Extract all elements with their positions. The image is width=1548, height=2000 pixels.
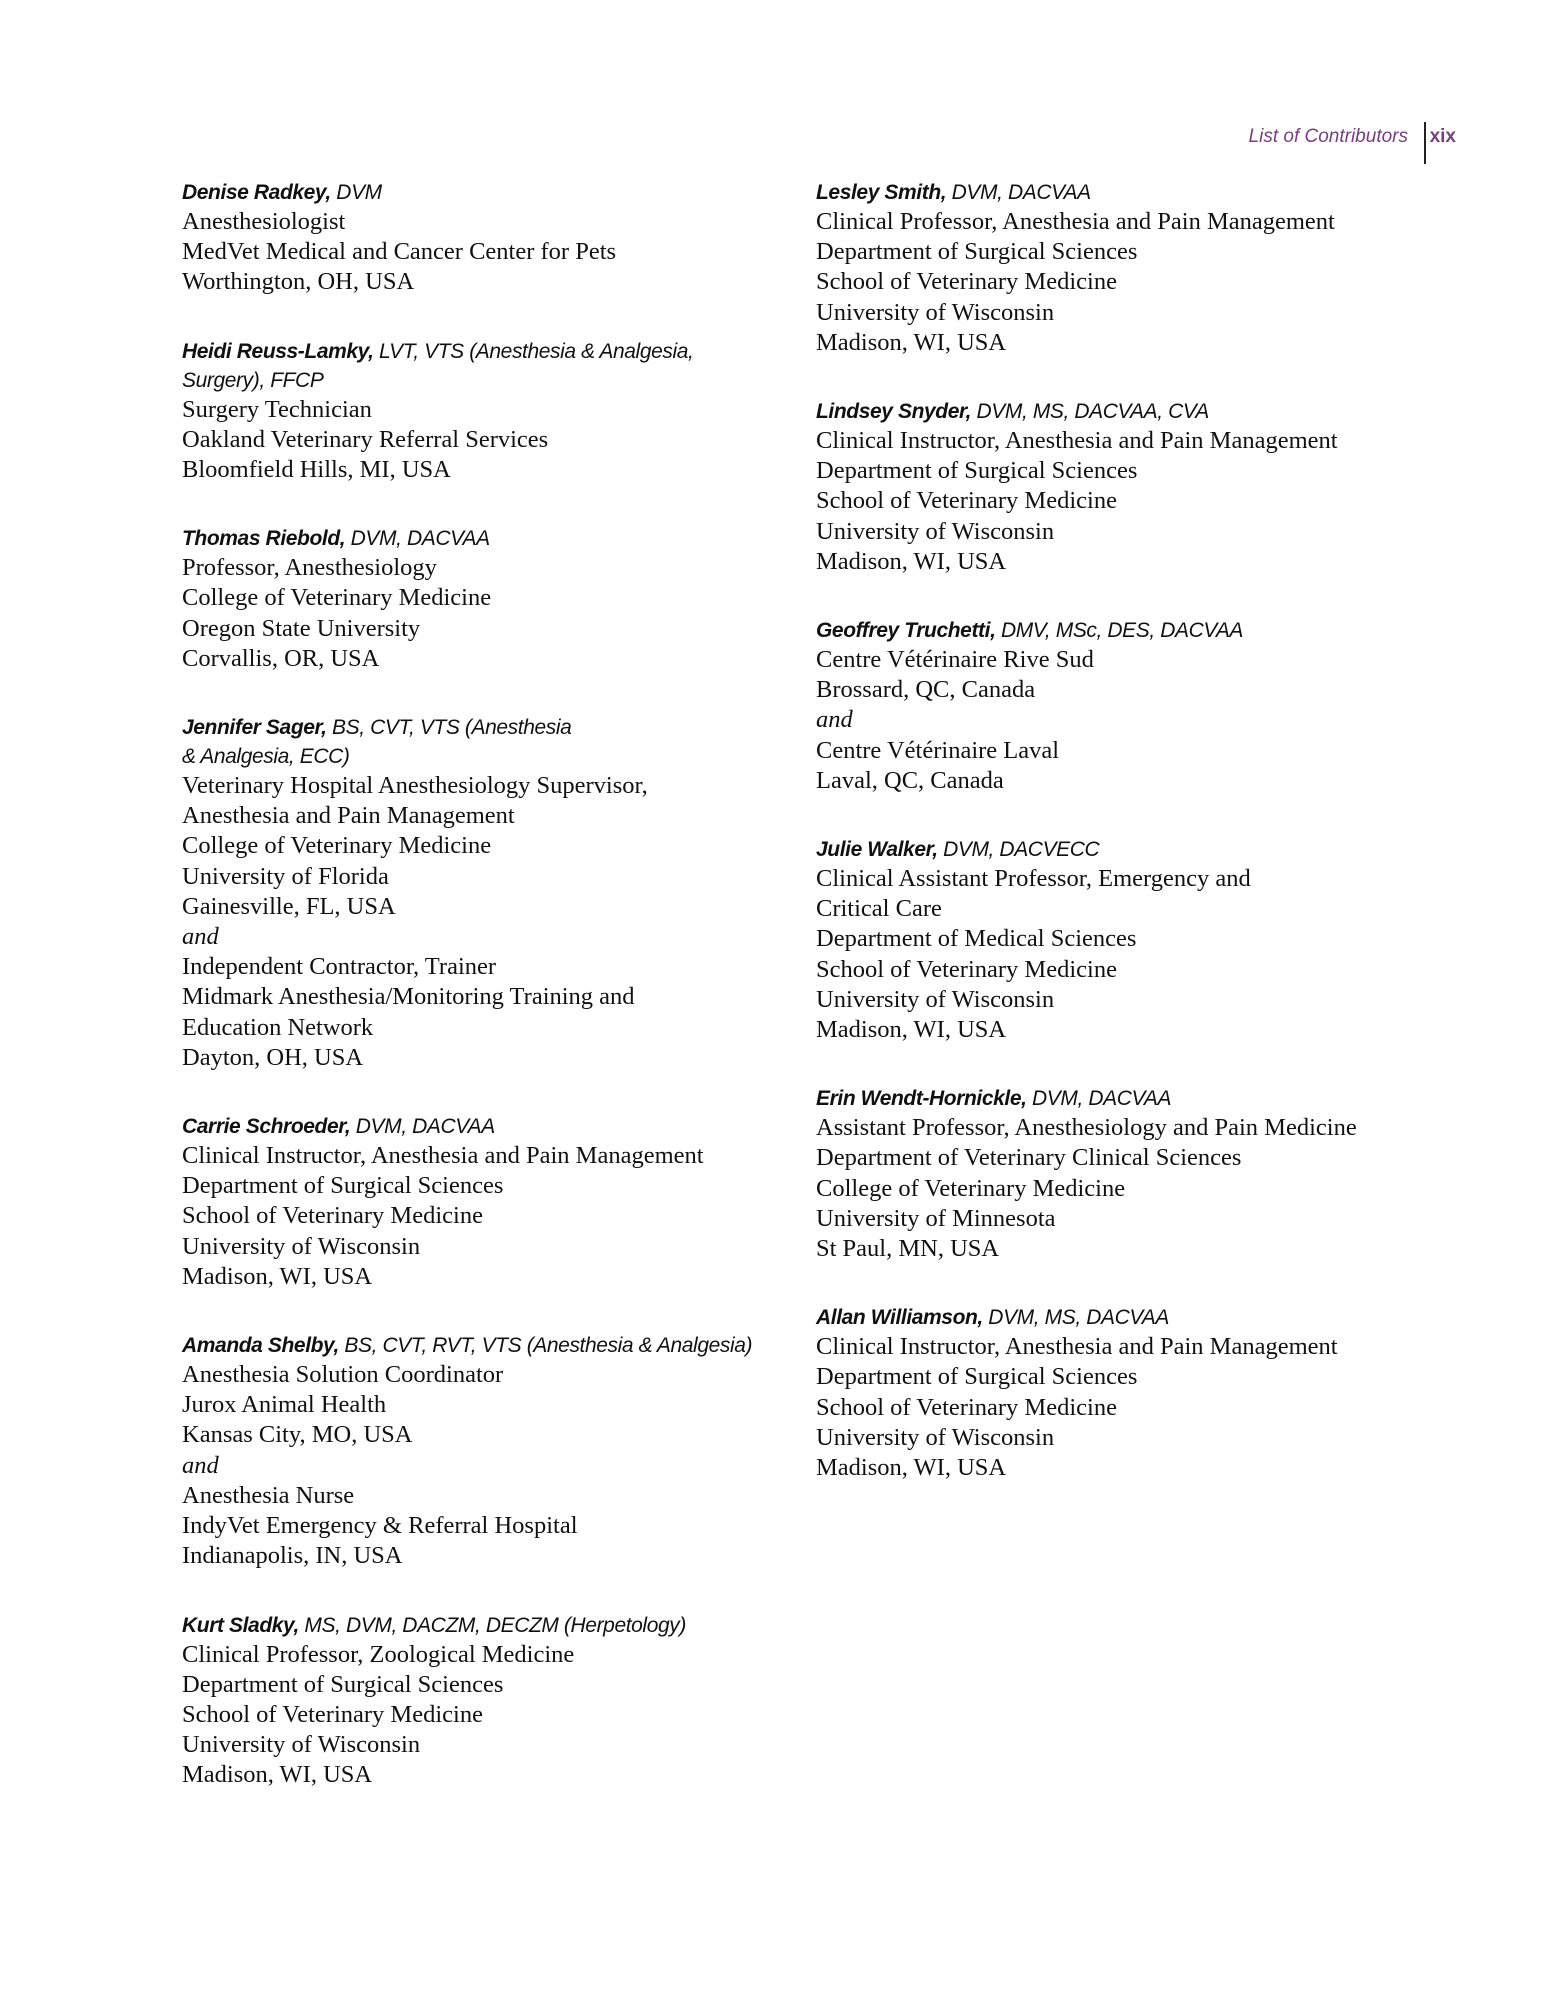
contributor-header-line [182, 178, 772, 207]
contributor-entry [182, 524, 772, 674]
affiliation-conjunction: and [182, 923, 219, 951]
affiliation-line: University of Wisconsin [182, 1232, 421, 1260]
affiliation-line: Clinical Instructor, Anesthesia and Pain Management [816, 427, 1338, 455]
contributor-credentials: DVM, DACVAA [345, 527, 490, 551]
affiliation-line: University of Wisconsin [816, 1423, 1055, 1451]
affiliation-line: Jurox Animal Health [182, 1391, 387, 1419]
contributor-name: Allan Williamson, [816, 1306, 983, 1330]
affiliation-line: Madison, WI, USA [816, 328, 1007, 356]
contributor-header-line [182, 337, 772, 366]
affiliation-line: Corvallis, OR, USA [182, 644, 380, 672]
affiliation-line: Madison, WI, USA [182, 1262, 373, 1290]
contributor-credentials: MS, DVM, DACZM, DECZM (Herpetology) [298, 1613, 686, 1637]
affiliation-line: Professor, Anesthesiology [182, 554, 437, 582]
contributor-credentials: DVM [330, 181, 382, 204]
contributor-header-line [816, 835, 1436, 864]
contributor-header-line [182, 366, 772, 395]
affiliation-line: University of Minnesota [816, 1204, 1056, 1232]
affiliation-line: Clinical Instructor, Anesthesia and Pain Management [816, 1333, 1338, 1361]
affiliation-line: University of Wisconsin [816, 517, 1055, 545]
affiliation-line: St Paul, MN, USA [816, 1235, 1000, 1263]
affiliation-line: University of Wisconsin [816, 985, 1055, 1013]
affiliation-line: Clinical Assistant Professor, Emergency and [816, 865, 1251, 893]
affiliation-line: Critical Care [816, 895, 942, 923]
affiliation-line: Oregon State University [182, 614, 421, 642]
affiliation-line: Kansas City, MO, USA [182, 1421, 413, 1449]
affiliation-line: Clinical Professor, Zoological Medicine [182, 1640, 575, 1668]
contributor-header-line [816, 1303, 1436, 1332]
affiliation-line: University of Florida [182, 862, 389, 890]
contributor-credentials: DVM, DACVAA [946, 181, 1091, 204]
contributor-header-line [182, 1331, 772, 1360]
affiliation-line: Education Network [182, 1013, 374, 1041]
affiliation-line: Indianapolis, IN, USA [182, 1542, 403, 1570]
affiliation-line: College of Veterinary Medicine [816, 1174, 1126, 1202]
contributor-credentials: DVM, MS, DACVAA [982, 1306, 1170, 1330]
contributor-header-line [182, 742, 772, 771]
contributor-credentials: BS, CVT, RVT, VTS (Anesthesia & Analgesia) [339, 1334, 753, 1358]
contributor-header-line [182, 1611, 772, 1640]
contributor-header-line [182, 713, 772, 742]
affiliation-line: Madison, WI, USA [816, 1016, 1007, 1044]
contributor-credentials: Surgery), FFCP [182, 368, 324, 392]
contributor-name: Erin Wendt-Hornickle, [816, 1087, 1027, 1111]
affiliation-line: Department of Surgical Sciences [182, 1670, 504, 1698]
affiliation-line: Madison, WI, USA [182, 1761, 373, 1789]
contributor-name: Geoffrey Truchetti, [816, 619, 996, 643]
affiliation-line: Clinical Professor, Anesthesia and Pain Management [816, 208, 1335, 235]
contributor-credentials: BS, CVT, VTS (Anesthesia [326, 716, 572, 740]
contributors-left-column [182, 178, 772, 1830]
contributor-name: Heidi Reuss-Lamky, [182, 339, 374, 363]
contributor-entry [816, 835, 1436, 1045]
affiliation-line: Department of Medical Sciences [816, 925, 1137, 953]
contributor-name: Thomas Riebold, [182, 527, 346, 551]
affiliation-line: Clinical Instructor, Anesthesia and Pain Management [182, 1142, 704, 1170]
affiliation-line: School of Veterinary Medicine [816, 1393, 1117, 1421]
contributor-entry [816, 616, 1436, 796]
affiliation-line: Surgery Technician [182, 395, 372, 423]
contributor-header-line [816, 178, 1436, 207]
affiliation-conjunction: and [182, 1451, 219, 1479]
affiliation-line: Anesthesiologist [182, 208, 346, 235]
affiliation-line: School of Veterinary Medicine [816, 955, 1117, 983]
contributor-header-line [816, 616, 1436, 645]
contributor-credentials: DVM, DACVAA [350, 1115, 495, 1139]
contributor-entry [182, 1611, 772, 1791]
affiliation-line: School of Veterinary Medicine [182, 1700, 483, 1728]
affiliation-line: Brossard, QC, Canada [816, 676, 1036, 704]
contributor-credentials: LVT, VTS (Anesthesia & Analgesia, [373, 339, 694, 363]
contributor-credentials: DMV, MSc, DES, DACVAA [995, 619, 1244, 643]
affiliation-line: Department of Surgical Sciences [816, 1363, 1138, 1391]
contributor-credentials: DVM, DACVECC [937, 838, 1100, 862]
affiliation-line: Gainesville, FL, USA [182, 892, 396, 920]
affiliation-line: Centre Vétérinaire Rive Sud [816, 646, 1094, 674]
contributor-name: Carrie Schroeder, [182, 1115, 351, 1139]
affiliation-line: Oakland Veterinary Referral Services [182, 425, 549, 453]
contributor-name: Kurt Sladky, [182, 1613, 299, 1637]
running-head [0, 122, 1548, 166]
running-head-title: List of Contributors [1248, 126, 1408, 147]
contributor-entry [816, 1084, 1436, 1264]
affiliation-line: Veterinary Hospital Anesthesiology Supervisor, [182, 772, 648, 800]
affiliation-line: Madison, WI, USA [816, 1454, 1007, 1482]
contributor-name: Amanda Shelby, [182, 1334, 339, 1358]
affiliation-line: University of Wisconsin [816, 298, 1055, 326]
contributor-name: Lesley Smith, [816, 181, 947, 204]
contributor-name: Lindsey Snyder, [816, 400, 972, 424]
affiliation-line: Madison, WI, USA [816, 547, 1007, 575]
affiliation-line: Assistant Professor, Anesthesiology and Pain Medicine [816, 1114, 1357, 1142]
contributor-entry [182, 1112, 772, 1292]
running-head-divider [1424, 122, 1426, 164]
contributor-entry [182, 1331, 772, 1571]
affiliation-conjunction: and [816, 706, 853, 734]
affiliation-line: Midmark Anesthesia/Monitoring Training and [182, 983, 635, 1011]
contributor-name: Julie Walker, [816, 838, 938, 862]
affiliation-line: Laval, QC, Canada [816, 766, 1004, 794]
affiliation-line: School of Veterinary Medicine [816, 268, 1117, 296]
contributor-credentials: & Analgesia, ECC) [182, 745, 350, 769]
contributor-entry [182, 178, 772, 298]
affiliation-line: IndyVet Emergency & Referral Hospital [182, 1512, 578, 1540]
page-number: xix [1429, 126, 1456, 147]
contributor-header-line [182, 524, 772, 553]
contributor-header-line [816, 1084, 1436, 1113]
contributor-name: Jennifer Sager, [182, 716, 327, 740]
contributor-entry [816, 178, 1436, 358]
affiliation-line: University of Wisconsin [182, 1731, 421, 1759]
contributor-entry [816, 1303, 1436, 1483]
contributor-entry [182, 713, 772, 1073]
contributor-header-line [182, 1112, 772, 1141]
contributor-header-line [816, 397, 1436, 426]
contributor-entry [182, 337, 772, 486]
contributor-credentials: DVM, MS, DACVAA, CVA [971, 400, 1209, 424]
affiliation-line: College of Veterinary Medicine [182, 584, 492, 612]
affiliation-line: Department of Surgical Sciences [816, 238, 1138, 266]
affiliation-line: Department of Veterinary Clinical Sciences [816, 1144, 1242, 1172]
affiliation-line: Anesthesia Solution Coordinator [182, 1361, 504, 1389]
affiliation-line: Bloomfield Hills, MI, USA [182, 456, 451, 484]
affiliation-line: College of Veterinary Medicine [182, 832, 492, 860]
affiliation-line: Independent Contractor, Trainer [182, 953, 497, 981]
affiliation-line: Department of Surgical Sciences [182, 1172, 504, 1200]
affiliation-line: School of Veterinary Medicine [816, 487, 1117, 515]
contributors-right-column [816, 178, 1436, 1522]
affiliation-line: Worthington, OH, USA [182, 268, 415, 296]
contributor-credentials: DVM, DACVAA [1026, 1087, 1172, 1111]
affiliation-line: Department of Surgical Sciences [816, 457, 1138, 485]
contributor-entry [816, 397, 1436, 577]
affiliation-line: Dayton, OH, USA [182, 1043, 364, 1071]
affiliation-line: School of Veterinary Medicine [182, 1202, 483, 1230]
affiliation-line: Anesthesia and Pain Management [182, 802, 515, 830]
affiliation-line: Centre Vétérinaire Laval [816, 736, 1060, 764]
contributor-name: Denise Radkey, [182, 181, 331, 204]
affiliation-line: Anesthesia Nurse [182, 1481, 355, 1509]
affiliation-line: MedVet Medical and Cancer Center for Pets [182, 238, 617, 266]
